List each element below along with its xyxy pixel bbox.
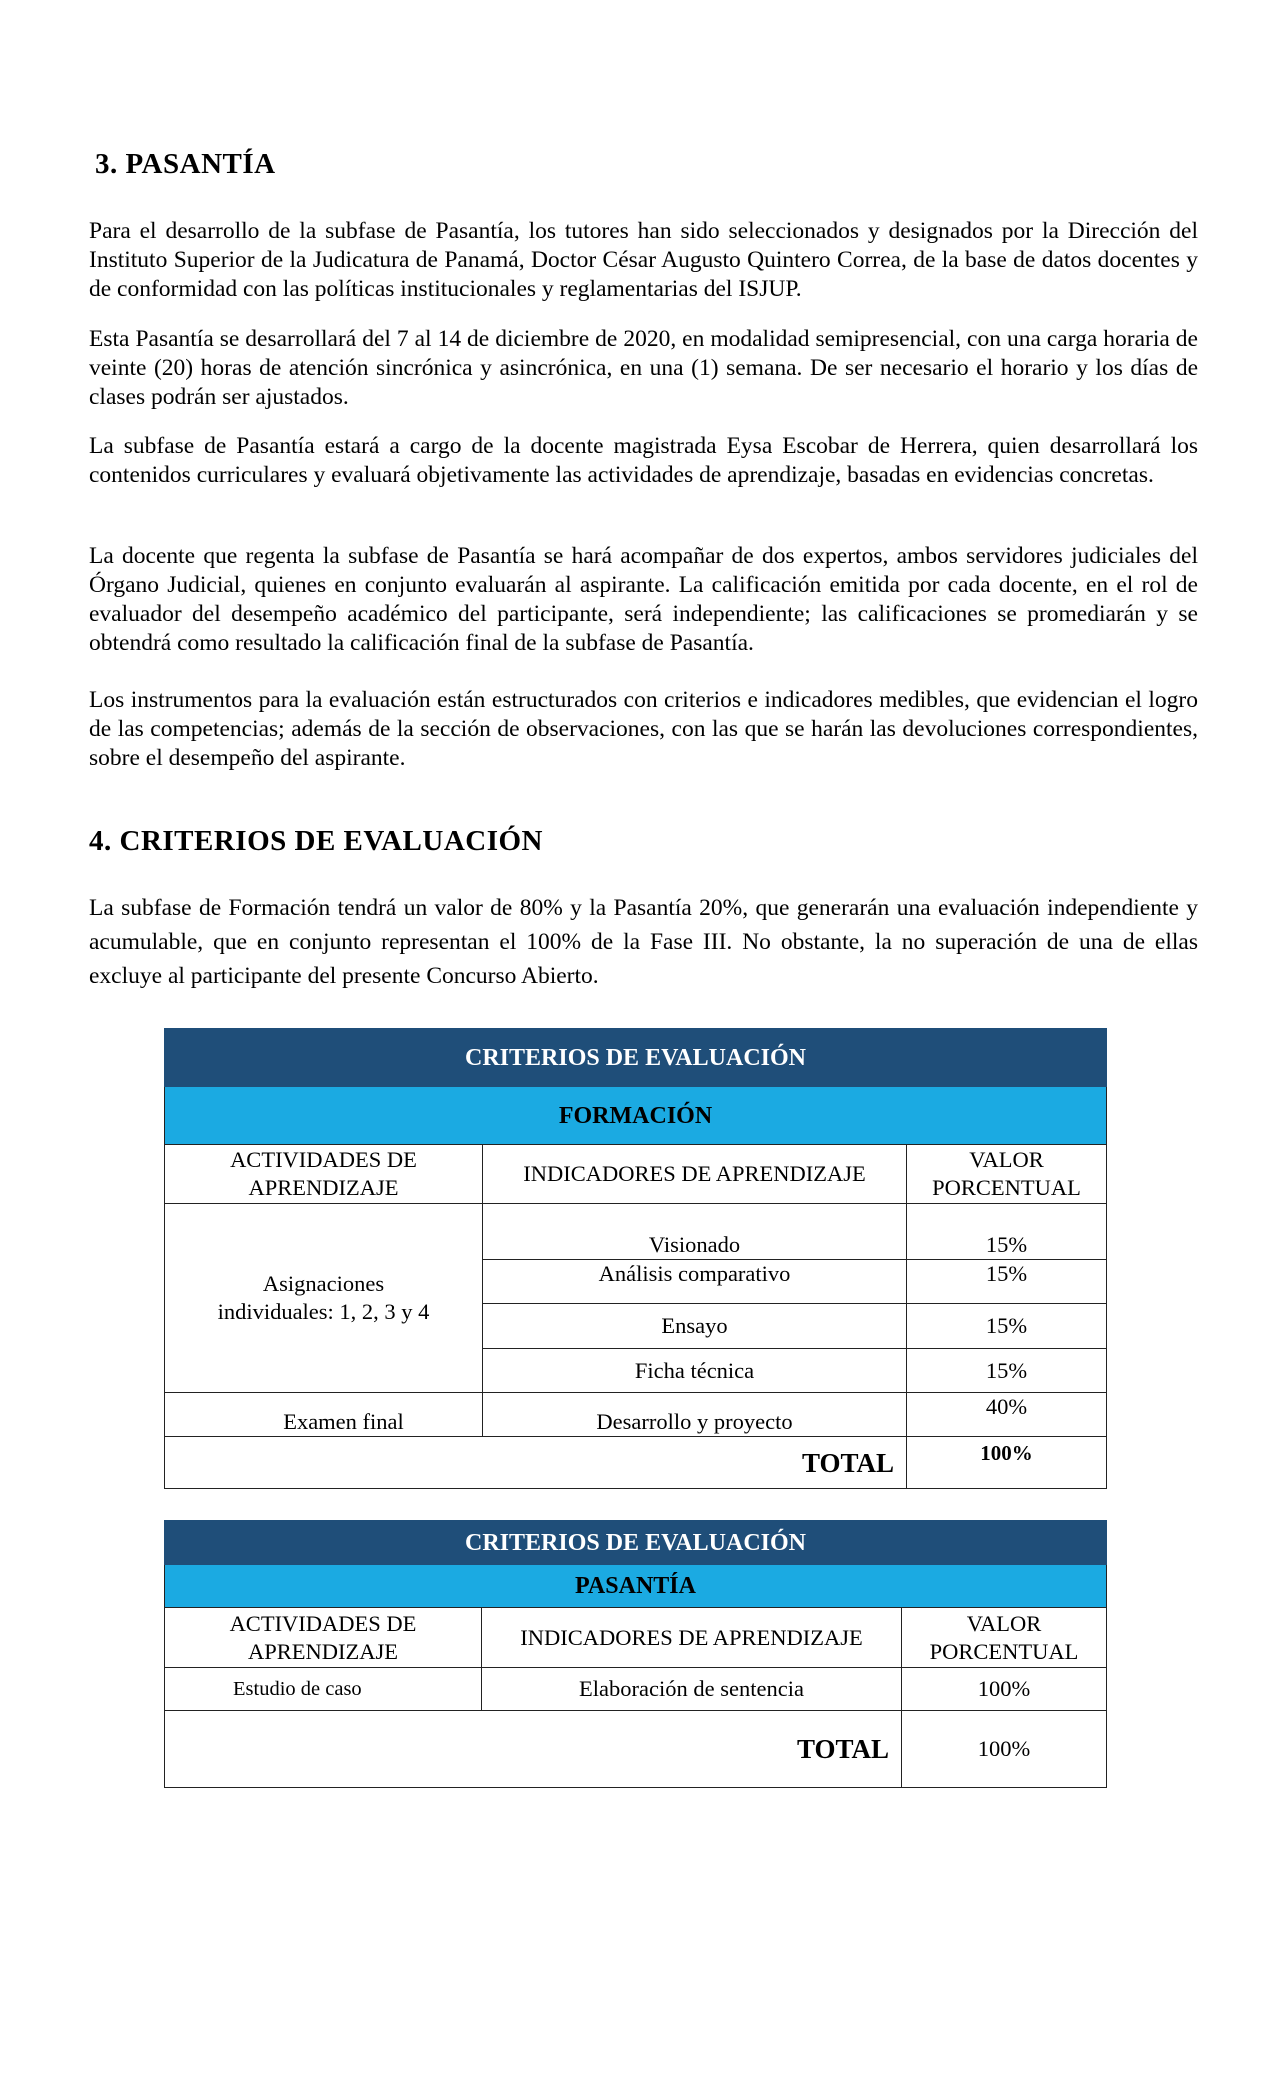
table-title: CRITERIOS DE EVALUACIÓN: [165, 1521, 1107, 1565]
activity-cell: Estudio de caso: [165, 1668, 482, 1711]
section-3-paragraph-1: Para el desarrollo de la subfase de Pasantía, los tutores han sido seleccionados y designados por la Dirección del Instituto Superior de la Judicatura de Panamá, Doctor César Augusto Quintero Correa, de la base de datos docentes y de conformidad con las políticas institucionales y reglamentarias del ISJUP.: [89, 218, 1198, 302]
table-subtitle: FORMACIÓN: [165, 1087, 1107, 1145]
table-title: CRITERIOS DE EVALUACIÓN: [165, 1029, 1107, 1087]
section-4-paragraph: La subfase de Formación tendrá un valor de 80% y la Pasantía 20%, que generarán una evaluación independiente y acumulable, que en conjunto representan el 100% de la Fase III. No obstante, la no superación de una de ellas excluye al participante del presente Concurso Abierto.: [89, 895, 1198, 989]
activity-group-cell: Asignaciones individuales: 1, 2, 3 y 4: [165, 1204, 483, 1393]
table-subtitle: PASANTÍA: [165, 1565, 1107, 1608]
section-4-heading: 4. CRITERIOS DE EVALUACIÓN: [89, 825, 544, 857]
indicator-cell: Análisis comparativo: [483, 1260, 907, 1304]
value-cell: 15%: [907, 1204, 1107, 1260]
column-header-activities: ACTIVIDADES DE APRENDIZAJE: [165, 1608, 482, 1668]
section-3-paragraph-2: Esta Pasantía se desarrollará del 7 al 14 de diciembre de 2020, en modalidad semipresencial, con una carga horaria de veinte (20) horas de atención sincrónica y asincrónica, en una (1) semana. De ser necesario el horario y los días de clases podrán ser ajustados.: [89, 326, 1198, 410]
column-header-activities: ACTIVIDADES DE APRENDIZAJE: [165, 1145, 483, 1204]
exam-indicator-cell: Desarrollo y proyecto: [483, 1393, 907, 1437]
total-label: TOTAL: [165, 1437, 907, 1489]
column-header-value: VALOR PORCENTUAL: [907, 1145, 1107, 1204]
section-3-heading: 3. PASANTÍA: [95, 148, 276, 180]
indicator-cell: Elaboración de sentencia: [482, 1668, 902, 1711]
section-3-paragraph-4: La docente que regenta la subfase de Pasantía se hará acompañar de dos expertos, ambos servidores judiciales del Órgano Judicial, quienes en conjunto evaluarán al aspirante. La calificación emitida por cada docente, en el rol de evaluador del desempeño académico del participante, será independiente; las calificaciones se promediarán y se obtendrá como resultado la calificación final de la subfase de Pasantía.: [89, 543, 1198, 656]
section-3-paragraph-3: La subfase de Pasantía estará a cargo de la docente magistrada Eysa Escobar de Herrera, quien desarrollará los contenidos curriculares y evaluará objetivamente las actividades de aprendizaje, basadas en evidencias concretas.: [89, 433, 1198, 488]
total-value: 100%: [907, 1437, 1107, 1489]
column-header-value: VALOR PORCENTUAL: [902, 1608, 1107, 1668]
value-cell: 15%: [907, 1304, 1107, 1349]
column-header-indicators: INDICADORES DE APRENDIZAJE: [483, 1145, 907, 1204]
value-cell: 100%: [902, 1668, 1107, 1711]
value-cell: 15%: [907, 1349, 1107, 1393]
column-header-indicators: INDICADORES DE APRENDIZAJE: [482, 1608, 902, 1668]
total-label: TOTAL: [165, 1711, 902, 1788]
indicator-cell: Ensayo: [483, 1304, 907, 1349]
indicator-cell: Visionado: [483, 1204, 907, 1260]
pasantia-criteria-table: [164, 1520, 1107, 1788]
total-value: 100%: [902, 1711, 1107, 1788]
formacion-criteria-table: [164, 1028, 1107, 1489]
value-cell: 15%: [907, 1260, 1107, 1304]
exam-value-cell: 40%: [907, 1393, 1107, 1437]
indicator-cell: Ficha técnica: [483, 1349, 907, 1393]
section-3-paragraph-5: Los instrumentos para la evaluación están estructurados con criterios e indicadores medibles, que evidencian el logro de las competencias; además de la sección de observaciones, con las que se harán las devoluciones correspondientes, sobre el desempeño del aspirante.: [89, 687, 1198, 771]
exam-activity-cell: Examen final: [165, 1393, 483, 1437]
